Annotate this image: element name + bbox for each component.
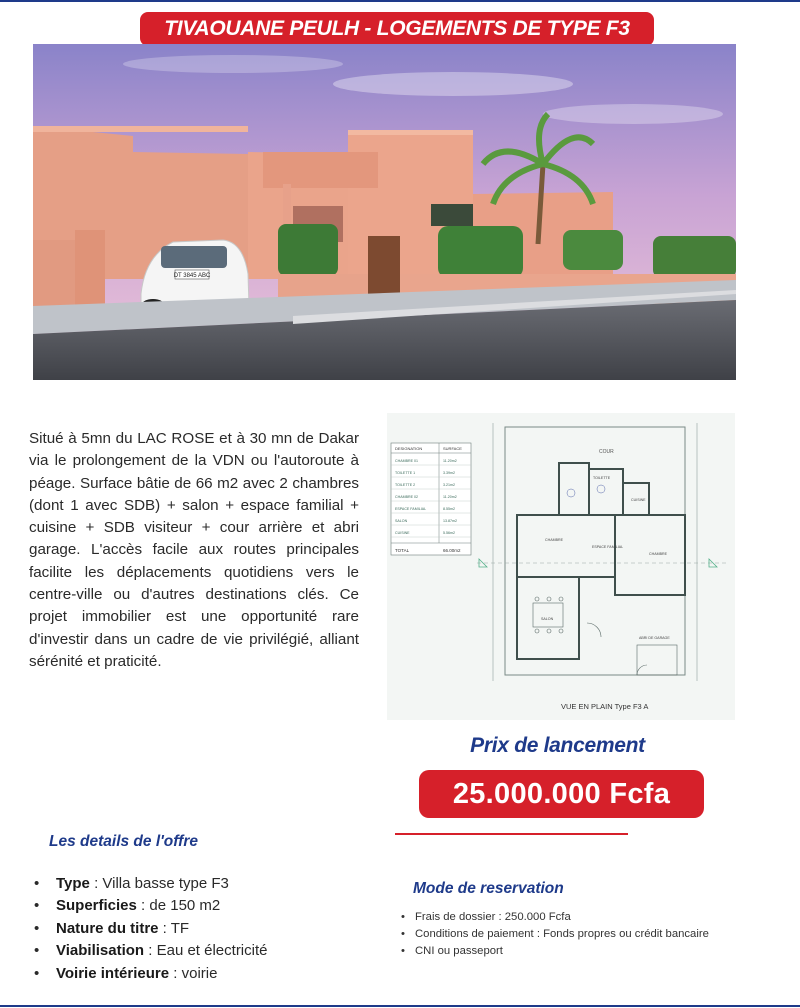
room-label-cour: COUR xyxy=(599,449,614,455)
bottom-border xyxy=(0,1005,800,1007)
page-title: TIVAOUANE PEULH - LOGEMENTS DE TYPE F3 xyxy=(140,12,654,46)
plan-row-value: 3.21m2 xyxy=(443,483,455,487)
detail-value: : Villa basse type F3 xyxy=(89,875,229,892)
plan-row-name: TOILETTE 1 xyxy=(395,471,416,475)
license-plate: DT 3845 ABC xyxy=(173,273,211,279)
plan-row-name: ESPACE FAMILIAL xyxy=(395,507,427,511)
details-heading: Les details de l'offre xyxy=(49,833,198,850)
bullet-icon: • xyxy=(401,911,405,923)
list-item xyxy=(34,895,268,917)
property-description: Situé à 5mn du LAC ROSE et à 30 mn de Dakar via le prolongement de la VDN ou l'autoroute à péage. Surface bâtie de 66 m2 avec 2 chambres (dont 1 avec SDB) + salon + espace familial + cuisine + SDB visiteur + cour arrière et abri garage. L'accès facile aux routes principales facilite les déplacements quotidiens vers le centre-ville ou d'autres destinations clés. Ce projet immobilier est une opportunité rare d'investir dans un cadre de vie privilégié, alliant sérénité et praticité. xyxy=(29,430,359,670)
room-label-cuisine: CUISINE xyxy=(631,498,646,502)
bullet-icon: • xyxy=(401,928,405,940)
plan-row-name: CHAMBRE 01 xyxy=(395,459,418,463)
plan-row-value: 11.20m2 xyxy=(443,459,457,463)
reservation-item: Conditions de paiement : Fonds propres ou crédit bancaire xyxy=(415,928,709,940)
floor-plan-image xyxy=(387,413,735,720)
plan-row-name: SALON xyxy=(395,519,408,523)
room-label-chambre-2: CHAMBRE xyxy=(649,552,667,556)
room-label-chambre-1: CHAMBRE xyxy=(545,538,563,542)
list-item xyxy=(400,926,730,943)
plan-row-value: 13.87m2 xyxy=(443,519,457,523)
detail-key: Viabilisation xyxy=(56,942,145,960)
room-label-salon: SALON xyxy=(541,617,554,621)
detail-key: Type xyxy=(56,875,90,892)
details-list xyxy=(34,873,268,985)
detail-key: Voirie intérieure xyxy=(56,964,170,982)
plan-row-value: 8.55m2 xyxy=(443,507,455,511)
list-item xyxy=(400,909,730,926)
bullet-icon: • xyxy=(34,897,40,915)
reservation-heading: Mode de reservation xyxy=(413,880,564,897)
plan-row-value: 3.39m2 xyxy=(443,471,455,475)
plan-table-header-surface: SURFACE xyxy=(443,446,462,451)
room-label-toilette: TOILETTE xyxy=(593,476,611,480)
top-border xyxy=(0,0,800,2)
price-label: Prix de lancement xyxy=(470,734,645,757)
detail-value: : voirie xyxy=(169,964,218,982)
detail-value: : Eau et électricité xyxy=(144,942,268,960)
plan-row-value: 5.56m2 xyxy=(443,531,455,535)
plan-caption: VUE EN PLAIN Type F3 A xyxy=(561,702,649,711)
room-label-garage: ABRI DE GARAGE xyxy=(639,636,670,640)
plan-total-label: TOTAL xyxy=(395,548,410,553)
reservation-item: Frais de dossier : 250.000 Fcfa xyxy=(415,911,571,923)
reservation-list xyxy=(400,909,730,960)
plan-total-value: 66.00m2 xyxy=(443,548,461,553)
detail-key: Nature du titre xyxy=(56,919,159,937)
bullet-icon: • xyxy=(34,964,40,982)
price-value: 25.000.000 Fcfa xyxy=(419,770,704,818)
reservation-item: CNI ou passeport xyxy=(415,945,503,957)
list-item xyxy=(34,918,268,940)
room-label-espace-familial: ESPACE FAMILIAL xyxy=(592,545,624,549)
bullet-icon: • xyxy=(34,942,40,960)
list-item xyxy=(34,963,268,985)
detail-key: Superficies xyxy=(56,897,137,915)
house-rendering-image xyxy=(33,44,736,380)
bullet-icon: • xyxy=(34,875,40,892)
bullet-icon: • xyxy=(401,945,405,957)
plan-table-header-designation: DESIGNATION xyxy=(395,446,423,451)
detail-value: : TF xyxy=(158,919,190,937)
list-item xyxy=(34,940,268,962)
price-divider xyxy=(395,833,628,835)
plan-row-name: TOILETTE 2 xyxy=(395,483,416,487)
plan-row-name: CUISINE xyxy=(395,531,410,535)
detail-value: : de 150 m2 xyxy=(136,897,221,915)
plan-row-value: 11.20m2 xyxy=(443,495,457,499)
bullet-icon: • xyxy=(34,919,40,937)
list-item xyxy=(400,943,730,960)
plan-row-name: CHAMBRE 02 xyxy=(395,495,418,499)
list-item xyxy=(34,873,268,895)
